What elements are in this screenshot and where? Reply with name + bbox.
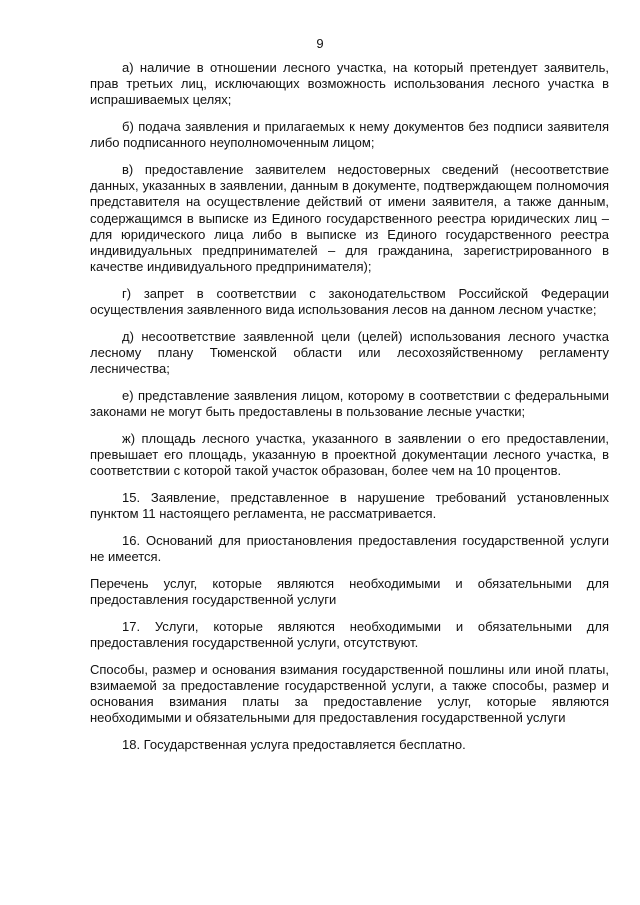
paragraph-17: 17. Услуги, которые являются необходимыми и обязательными для предоставления государственной услуги, отсутствуют.	[90, 618, 609, 650]
paragraph-item-d: д) несоответствие заявленной цели (целей) использования лесного участка лесному плану Тюменской области или лесохозяйственному регламенту лесничества;	[90, 328, 609, 377]
paragraph-item-g: г) запрет в соответствии с законодательством Российской Федерации осуществления заявленного вида использования лесов на данном лесном участке;	[90, 285, 609, 318]
paragraph-item-a: а) наличие в отношении лесного участка, на который претендует заявитель, прав третьих лиц, исключающих возможность использования лесного участка в испрашиваемых целях;	[90, 60, 609, 108]
paragraph-item-b: б) подача заявления и прилагаемых к нему документов без подписи заявителя либо подписанного неуполномоченным лицом;	[90, 119, 609, 151]
paragraph-18: 18. Государственная услуга предоставляется бесплатно.	[122, 736, 466, 752]
section-heading-fees: Способы, размер и основания взимания государственной пошлины или иной платы, взимаемой за предоставление государственной услуги, а также способы, размер и основания взимания платы за предоставление услуг, которые являются необходимыми и обязательными для предоставления государственной услуги	[90, 661, 609, 726]
paragraph-item-zh: ж) площадь лесного участка, указанного в заявлении о его предоставлении, превышает его площадь, указанную в проектной документации лесного участка, в соответствии с которой такой участок образован, более чем на 10 процентов.	[90, 430, 609, 479]
document-body	[90, 60, 609, 764]
paragraph-item-e: е) представление заявления лицом, которому в соответствии с федеральными законами не могут быть предоставлены в пользование лесные участки;	[90, 387, 609, 420]
section-heading-services: Перечень услуг, которые являются необходимыми и обязательными для предоставления государственной услуги	[90, 575, 609, 607]
paragraph-15: 15. Заявление, представленное в нарушение требований установленных пунктом 11 настоящего регламента, не рассматривается.	[90, 489, 609, 522]
paragraph-item-v: в) предоставление заявителем недостоверных сведений (несоответствие данных, указанных в заявлении, данным в документе, подтверждающем полномочия представителя на осуществление действий от имени заявителя, а также данным, содержащимся в выписке из Единого государственного реестра юридических лиц – для юридического лица либо в выписке из Единого государственного реестра индивидуальных предпринимателей – для гражданина, зарегистрированного в качестве индивидуального предпринимателя);	[90, 162, 609, 275]
paragraph-16: 16. Оснований для приостановления предоставления государственной услуги не имеется.	[90, 532, 609, 565]
page-number: 9	[316, 36, 324, 51]
